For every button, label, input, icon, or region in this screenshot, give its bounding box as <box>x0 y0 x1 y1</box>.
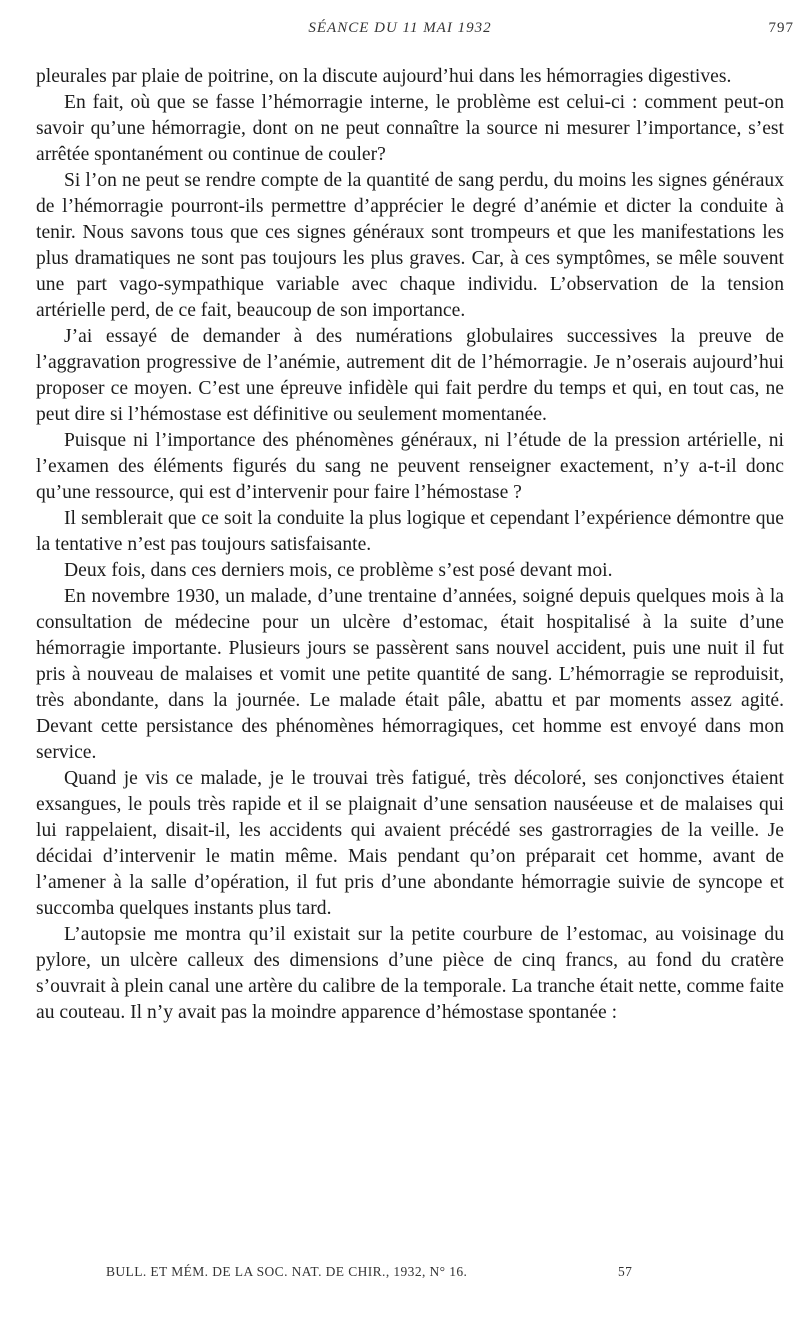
paragraph-9: Quand je vis ce malade, je le trouvai très fatigué, très décoloré, ses conjonctives étaient exsangues, le pouls très rapide et il se plaignait d’une sensation nauséeuse et de malaises qui lui rappelaient, disait-il, les accidents qui avaient précédé ses gastrorragies de la veille. Je décidai d’intervenir le matin même. Mais pendant qu’on préparait cet homme, avant de l’amener à la salle d’opération, il fut pris d’une abondante hémorragie suivie de syncope et succomba quelques instants plus tard. <box>36 768 784 919</box>
paragraph-1: pleurales par plaie de poitrine, on la discute aujourd’hui dans les hémorragies digestives. <box>36 66 732 87</box>
running-head <box>0 20 800 44</box>
paragraph-6: Il semblerait que ce soit la conduite la plus logique et cependant l’expérience démontre que la tentative n’est pas toujours satisfaisante. <box>36 508 784 555</box>
body-text <box>36 64 784 1026</box>
footer-citation: BULL. ET MÉM. DE LA SOC. NAT. DE CHIR., 1932, N° 16. <box>106 1264 468 1279</box>
paragraph-8: En novembre 1930, un malade, d’une trentaine d’années, soigné depuis quelques mois à la consultation de médecine pour un ulcère d’estomac, était hospitalisé à la suite d’une hémorragie importante. Plusieurs jours se passèrent sans nouvel accident, puis une nuit il fut pris à nouveau de malaises et vomit une petite quantité de sang. L’hémorragie se reproduisit, très abondante, dans la journée. Le malade était pâle, abattu et par moments assez agité. Devant cette persistance des phénomènes hémorragiques, cet homme est envoyé dans mon service. <box>36 586 784 763</box>
page-number: 797 <box>768 20 794 36</box>
paragraph-10: L’autopsie me montra qu’il existait sur la petite courbure de l’estomac, au voisinage du pylore, un ulcère calleux des dimensions d’une pièce de cinq francs, au fond du cratère s’ouvrait à plein canal une artère du calibre de la temporale. La tranche était nette, comme faite au couteau. Il n’y avait pas la moindre apparence d’hémostase spontanée : <box>36 924 784 1023</box>
running-title: SÉANCE DU 11 MAI 1932 <box>308 20 492 36</box>
paragraph-3: Si l’on ne peut se rendre compte de la quantité de sang perdu, du moins les signes généraux de l’hémorragie pourront-ils permettre d’apprécier le degré d’anémie et dicter la conduite à tenir. Nous savons tous que ces signes généraux sont trompeurs et que les manifestations les plus dramatiques ne sont pas toujours les plus graves. Car, à ces symptômes, se mêle souvent une part vago-sympathique variable avec chaque individu. L’observation de la tension artérielle perd, de ce fait, beaucoup de son importance. <box>36 170 784 321</box>
paragraph-5: Puisque ni l’importance des phénomènes généraux, ni l’étude de la pression artérielle, ni l’examen des éléments figurés du sang ne peuvent renseigner exactement, n’y a-t-il donc qu’une ressource, qui est d’intervenir pour faire l’hémostase ? <box>36 430 784 503</box>
paragraph-4: J’ai essayé de demander à des numérations globulaires successives la preuve de l’aggravation progressive de l’anémie, autrement dit de l’hémorragie. Je n’oserais aujourd’hui proposer ce moyen. C’est une épreuve infidèle qui fait perdre du temps et qui, en tout cas, ne peut dire si l’hémostase est définitive ou seulement momentanée. <box>36 326 784 425</box>
page-footer <box>0 1264 800 1286</box>
paragraph-7: Deux fois, dans ces derniers mois, ce problème s’est posé devant moi. <box>64 560 613 581</box>
signature-mark: 57 <box>618 1264 633 1279</box>
paragraph-2: En fait, où que se fasse l’hémorragie interne, le problème est celui-ci : comment peut-on savoir qu’une hémorragie, dont on ne peut connaître la source ni mesurer l’importance, s’est arrêtée spontanément ou continue de couler? <box>36 92 784 165</box>
